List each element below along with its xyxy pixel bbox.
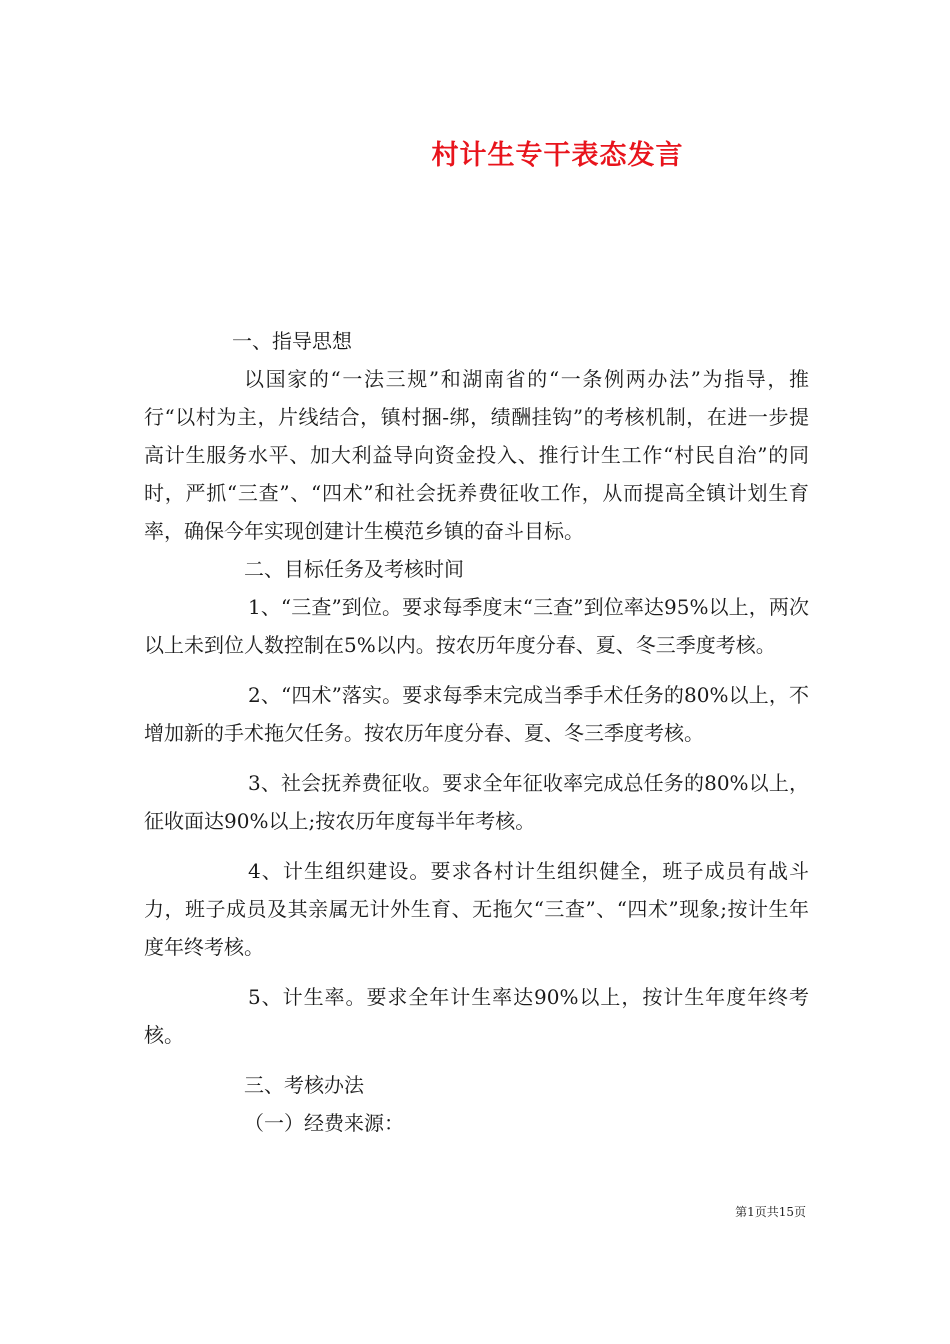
paragraph-guiding-ideology: 以国家的“一法三规”和湖南省的“一条例两办法”为指导，推行“以村为主，片线结合，镇村捆-绑，绩酬挂钩”的考核机制，在进一步提高计生服务水平、加大利益导向资金投入、推行计生工作“村民自治”的同时，严抓“三查”、“四术”和社会抚养费征收工作，从而提高全镇计划生育率，确保今年实现创建计生模范乡镇的奋斗目标。 <box>144 367 809 543</box>
document-title: 村计生专干表态发言 <box>431 140 684 171</box>
list-item: 1、“三查”到位。要求每季度末“三查”到位率达95%以上，两次以上未到位人数控制在5%以内。按农历年度分春、夏、冬三季度考核。 <box>144 595 809 657</box>
subsection-heading-funding: （一）经费来源： <box>244 1111 404 1135</box>
section-heading-guiding-ideology: 一、指导思想 <box>232 329 352 353</box>
list-item: 3、社会抚养费征收。要求全年征收率完成总任务的80%以上，征收面达90%以上;按农历年度每半年考核。 <box>144 771 809 833</box>
section-heading-methods: 三、考核办法 <box>244 1073 364 1097</box>
section-heading-targets: 二、目标任务及考核时间 <box>244 557 464 581</box>
list-item: 5、计生率。要求全年计生率达90%以上，按计生年度年终考核。 <box>144 985 809 1047</box>
document-body <box>144 320 809 1142</box>
list-item: 2、“四术”落实。要求每季末完成当季手术任务的80%以上，不增加新的手术拖欠任务。按农历年度分春、夏、冬三季度考核。 <box>144 683 809 745</box>
page-number: 第1页共15页 <box>735 1205 806 1219</box>
list-item: 4、计生组织建设。要求各村计生组织健全，班子成员有战斗力，班子成员及其亲属无计外生育、无拖欠“三查”、“四术”现象;按计生年度年终考核。 <box>144 859 809 959</box>
